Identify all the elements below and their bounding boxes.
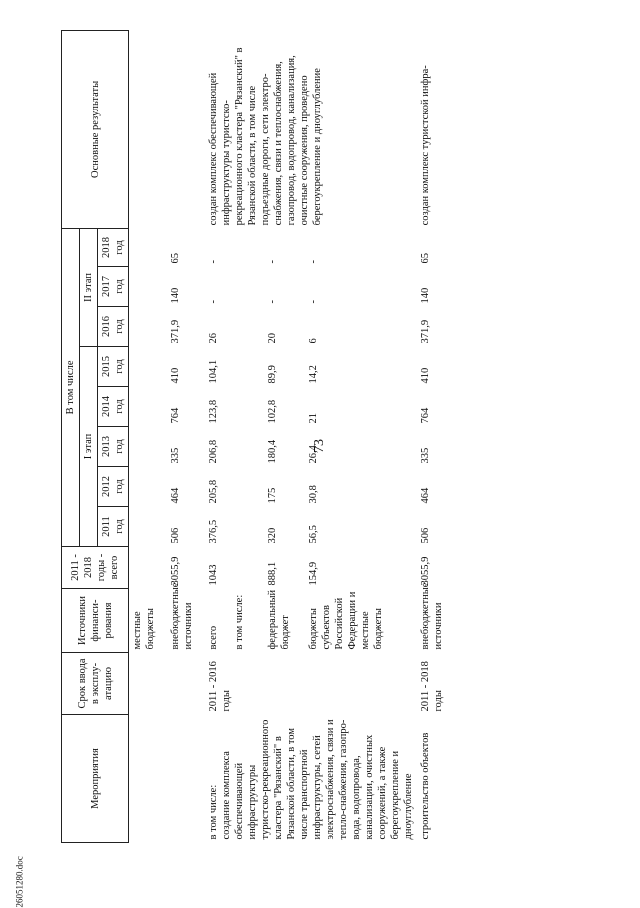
funding-table bbox=[61, 30, 447, 843]
cell-year-value: - bbox=[307, 300, 319, 304]
cell-period bbox=[129, 653, 168, 715]
cell-year-value: 26,4 bbox=[307, 445, 319, 464]
cell-year-value: 371,9 bbox=[170, 319, 181, 344]
cell-year-value: 104,1 bbox=[208, 359, 219, 384]
cell-total bbox=[129, 547, 168, 589]
cell-year-value: 26 bbox=[208, 333, 219, 344]
cell-event bbox=[129, 715, 168, 843]
cell-result: создан комплекс обеспечивающей инфраструктуры туристско-рекреационного кластера "Рязанский" в Рязанской области, в том числе подъездные дороги, сети электро-снабжения, связи и теплоснабжения, газопровод, водопровод, канализация, очистные сооружения, проведено берегоукрепление и дноуглубление bbox=[208, 47, 323, 226]
cell-year-value: 206,8 bbox=[208, 439, 219, 464]
cell-source: бюджеты субъектов Российской Федерации и местные бюджеты bbox=[307, 591, 384, 650]
cell-year-value: 140 bbox=[420, 287, 431, 304]
cell-source: внебюджетные источники bbox=[170, 582, 194, 650]
table-row bbox=[205, 30, 264, 842]
cell-year-value bbox=[129, 427, 168, 467]
header-event: Мероприятия bbox=[62, 715, 129, 843]
header-sources: Источники финанси-рования bbox=[62, 589, 129, 653]
cell-year-value: 175 bbox=[266, 487, 278, 504]
table-row bbox=[129, 30, 168, 842]
cell-year-value: 123,8 bbox=[208, 399, 219, 424]
cell-year-value: 6 bbox=[307, 338, 319, 344]
cell-year-value bbox=[129, 387, 168, 427]
cell-year-value: 14,2 bbox=[307, 365, 319, 384]
cell-total: 1043 bbox=[208, 564, 219, 586]
cell-year-value: 21 bbox=[307, 413, 319, 424]
cell-year-value: 410 bbox=[420, 367, 431, 384]
header-results: Основные результаты bbox=[62, 30, 129, 228]
document-filename: 26051280.doc bbox=[14, 856, 25, 908]
cell-year-value: 335 bbox=[170, 447, 181, 464]
cell-year-value bbox=[129, 267, 168, 307]
cell-year-value: 506 bbox=[170, 527, 181, 544]
cell-event bbox=[167, 715, 205, 843]
cell-period: 2011 - 2018 годы bbox=[420, 661, 444, 712]
cell-total: 888,1 bbox=[266, 561, 278, 586]
cell-total: 3055,9 bbox=[420, 556, 431, 586]
header-total: 2011 - 2018 годы - всего bbox=[62, 547, 129, 589]
cell-period bbox=[264, 653, 305, 715]
header-year: 2013 год bbox=[98, 427, 129, 467]
header-year: 2011 год bbox=[98, 507, 129, 547]
cell-result bbox=[129, 30, 168, 228]
header-period: Срок ввода в эксплу-атацию bbox=[62, 653, 129, 715]
cell-year-value: 506 bbox=[420, 527, 431, 544]
cell-year-value: - bbox=[208, 260, 219, 264]
cell-year-value bbox=[129, 228, 168, 266]
cell-year-value: - bbox=[208, 300, 219, 304]
cell-year-value: 65 bbox=[420, 253, 431, 264]
cell-event: строительство объектов bbox=[420, 732, 431, 840]
cell-total: 154,9 bbox=[307, 561, 319, 586]
cell-year-value: 180,4 bbox=[266, 439, 278, 464]
cell-year-value: 376,5 bbox=[208, 519, 219, 544]
header-year: 2016 год bbox=[98, 307, 129, 347]
cell-year-value: 764 bbox=[420, 407, 431, 424]
header-including: В том числе bbox=[62, 228, 80, 546]
cell-year-value: 65 bbox=[170, 253, 181, 264]
table-row bbox=[417, 30, 447, 842]
cell-year-value: 464 bbox=[420, 487, 431, 504]
cell-year-value bbox=[129, 347, 168, 387]
header-year: 2017 год bbox=[98, 267, 129, 307]
header-year: 2012 год bbox=[98, 467, 129, 507]
header-stage-2: II этап bbox=[80, 228, 98, 346]
cell-year-value: 371,9 bbox=[420, 319, 431, 344]
cell-period bbox=[167, 653, 205, 715]
cell-year-value bbox=[129, 307, 168, 347]
cell-period bbox=[305, 653, 417, 715]
cell-year-value: 102,8 bbox=[266, 399, 278, 424]
cell-total: 3055,9 bbox=[170, 556, 181, 586]
cell-year-value: 20 bbox=[266, 333, 278, 344]
cell-year-value: - bbox=[266, 300, 278, 304]
cell-year-value: 30,8 bbox=[307, 485, 319, 504]
cell-year-value: 335 bbox=[420, 447, 431, 464]
cell-year-value: - bbox=[266, 260, 278, 264]
cell-source: федеральный бюджет bbox=[266, 589, 291, 650]
cell-year-value: 56,5 bbox=[307, 525, 319, 544]
page-number: 73 bbox=[312, 439, 327, 453]
cell-year-value: 89,9 bbox=[266, 365, 278, 384]
cell-result: создан комплекс туристской инфра- bbox=[420, 65, 431, 226]
cell-period: 2011 - 2016 годы bbox=[208, 661, 232, 712]
cell-event: в том числе: создание комплекса обеспечивающей инфраструктуры туристско-рекреационного кластера "Рязанский" в Рязанской области, в том числе транспортной инфраструктуры, сетей электроснабжения, связи и тепло-снабжения, газопро-вода, водопровода, канализации, очистных сооружений, а также берегоукрепление и дноуглубление bbox=[208, 719, 414, 840]
cell-year-value: 764 bbox=[170, 407, 181, 424]
cell-year-value bbox=[129, 507, 168, 547]
header-year: 2015 год bbox=[98, 347, 129, 387]
table-row bbox=[167, 30, 205, 842]
cell-result bbox=[167, 30, 205, 228]
rotated-table-page bbox=[61, 31, 606, 843]
cell-year-value: 320 bbox=[266, 527, 278, 544]
cell-source: всего в том числе: bbox=[208, 594, 245, 650]
cell-year-value: 205,8 bbox=[208, 479, 219, 504]
header-stage-1: I этап bbox=[80, 347, 98, 547]
header-year: 2018 год bbox=[98, 228, 129, 266]
cell-year-value: 410 bbox=[170, 367, 181, 384]
header-year: 2014 год bbox=[98, 387, 129, 427]
cell-year-value: 140 bbox=[170, 287, 181, 304]
cell-year-value bbox=[129, 467, 168, 507]
cell-year-value: 464 bbox=[170, 487, 181, 504]
cell-source: местные бюджеты bbox=[132, 608, 156, 650]
cell-year-value: - bbox=[307, 260, 319, 264]
cell-source: внебюджетные источники bbox=[420, 582, 444, 650]
